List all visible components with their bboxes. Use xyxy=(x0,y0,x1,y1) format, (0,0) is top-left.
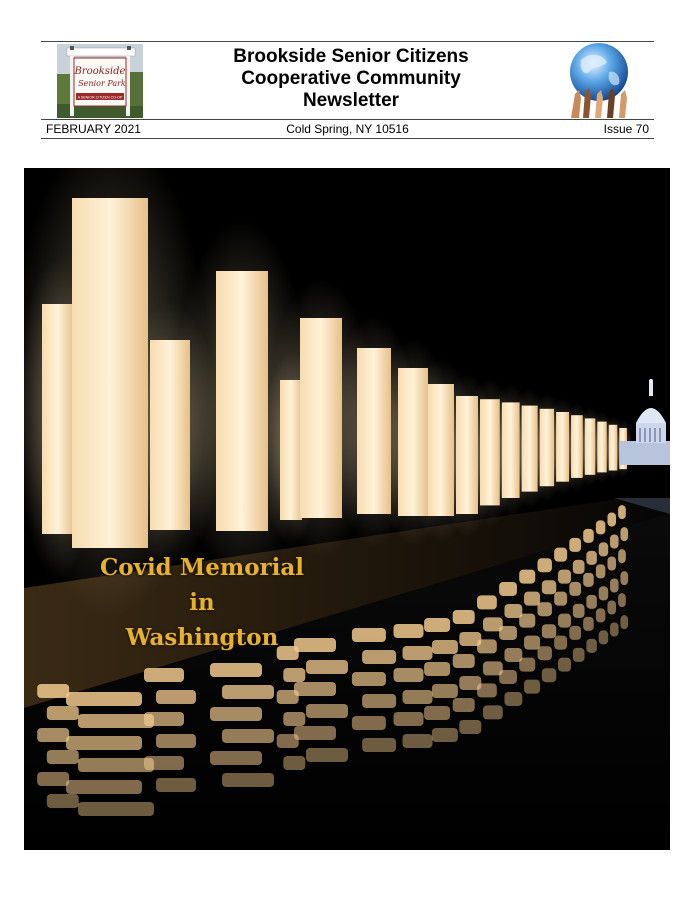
pillar-reflection xyxy=(524,680,540,694)
pillar-reflection xyxy=(394,624,424,638)
pillar-reflection xyxy=(453,654,475,668)
pillar-reflection xyxy=(47,750,79,764)
pillar-reflection xyxy=(283,668,305,682)
light-pillar xyxy=(398,368,428,516)
pillar-reflection xyxy=(403,646,433,660)
pillar-reflection xyxy=(610,579,619,593)
light-pillar xyxy=(42,304,74,534)
pillar-reflection xyxy=(499,626,517,640)
light-pillar xyxy=(216,271,268,531)
title-line-1: Brookside Senior Citizens xyxy=(233,46,469,67)
pillar-reflection xyxy=(432,684,458,698)
pillar-reflection xyxy=(610,535,619,549)
light-pillar xyxy=(456,396,478,514)
pillar-reflection xyxy=(524,636,540,650)
pillar-reflection xyxy=(403,690,433,704)
cover-photo xyxy=(24,168,670,850)
light-pillar xyxy=(357,348,391,514)
sign-subtext: A SENIOR CITIZEN CO-OP xyxy=(77,95,123,100)
pillar-reflection xyxy=(542,668,556,682)
covid-memorial-photo xyxy=(24,168,670,850)
pillar-reflection xyxy=(37,772,69,786)
pillar-reflection xyxy=(78,802,154,816)
pillar-reflection xyxy=(477,639,497,653)
pillar-reflection xyxy=(586,551,597,565)
pillar-reflection xyxy=(283,756,305,770)
pillar-reflection xyxy=(459,720,481,734)
pillar-reflection xyxy=(499,582,517,596)
pillar-reflection xyxy=(477,683,497,697)
pillar-reflection xyxy=(519,570,535,584)
pillar-reflection xyxy=(537,646,551,660)
pillar-reflection xyxy=(596,608,605,622)
pillar-reflection xyxy=(554,548,567,562)
caption-line-3: Washington xyxy=(125,624,279,651)
light-pillar xyxy=(280,380,302,520)
pillar-reflection xyxy=(47,706,79,720)
pillar-reflection xyxy=(618,549,626,563)
pillar-reflection xyxy=(453,610,475,624)
cover-caption xyxy=(84,550,320,655)
light-pillar xyxy=(72,198,148,548)
pillar-reflection xyxy=(558,570,571,584)
pillar-reflection xyxy=(596,520,605,534)
pillar-reflection xyxy=(607,601,616,615)
light-pillar xyxy=(522,406,538,492)
light-pillar xyxy=(480,399,500,505)
pillar-reflection xyxy=(66,692,142,706)
pillar-reflection xyxy=(222,773,274,787)
pillar-reflection xyxy=(596,564,605,578)
pillar-reflection xyxy=(66,736,142,750)
pillar-reflection xyxy=(47,794,79,808)
pillar-reflection xyxy=(352,672,386,686)
pillar-reflection xyxy=(499,670,517,684)
pillar-reflection xyxy=(620,527,628,541)
light-pillar xyxy=(150,340,190,530)
pillar-reflection xyxy=(362,694,396,708)
pillar-reflection xyxy=(558,614,571,628)
pillar-reflection xyxy=(362,738,396,752)
pillar-reflection xyxy=(573,648,585,662)
pillar-reflection xyxy=(477,595,497,609)
pillar-reflection xyxy=(144,668,184,682)
pillar-reflection xyxy=(542,624,556,638)
light-pillar xyxy=(502,402,520,498)
pillar-reflection xyxy=(362,650,396,664)
pillar-reflection xyxy=(156,778,196,792)
pillar-reflection xyxy=(599,542,608,556)
pillar-reflection xyxy=(424,618,450,632)
pillar-reflection xyxy=(618,593,626,607)
pillar-reflection xyxy=(537,558,551,572)
globe-hands-logo xyxy=(559,42,639,118)
pillar-reflection xyxy=(504,692,522,706)
pillar-reflection xyxy=(524,592,540,606)
pillar-reflection xyxy=(599,586,608,600)
pillar-reflection xyxy=(210,663,262,677)
pillar-reflection xyxy=(537,602,551,616)
pillar-reflection xyxy=(294,682,336,696)
pillar-reflection xyxy=(586,595,597,609)
caption-line-1: Covid Memorial xyxy=(99,554,305,581)
pillar-reflection xyxy=(569,626,581,640)
pillar-reflection xyxy=(519,614,535,628)
pillar-reflection xyxy=(352,716,386,730)
pillar-reflection xyxy=(156,734,196,748)
light-pillar xyxy=(300,318,342,518)
light-pillar xyxy=(556,412,569,482)
issue-number: Issue 70 xyxy=(603,122,649,136)
pillar-reflection xyxy=(210,707,262,721)
pillar-reflection xyxy=(519,658,535,672)
pillar-reflection xyxy=(583,529,594,543)
pillar-reflection xyxy=(599,630,608,644)
masthead-middle-rule xyxy=(41,119,654,120)
pillar-reflection xyxy=(607,557,616,571)
pillar-reflection xyxy=(222,685,274,699)
caption-line-2: in xyxy=(189,589,215,616)
brookside-sign-logo xyxy=(57,44,143,118)
pillar-reflection xyxy=(66,780,142,794)
pillar-reflection xyxy=(554,592,567,606)
pillar-reflection xyxy=(483,705,503,719)
pillar-reflection xyxy=(573,604,585,618)
light-pillar xyxy=(597,422,606,473)
pillar-reflection xyxy=(607,513,616,527)
pillar-reflection xyxy=(620,571,628,585)
pillar-reflection xyxy=(586,639,597,653)
pillar-reflection xyxy=(144,756,184,770)
sign-text-line-2: Senior Park xyxy=(78,79,126,88)
pillar-reflection xyxy=(618,505,626,519)
title-line-2: Cooperative Community xyxy=(241,68,461,89)
pillar-reflection xyxy=(144,712,184,726)
pillar-reflection xyxy=(394,668,424,682)
pillar-reflection xyxy=(306,748,348,762)
light-pillar xyxy=(571,415,583,478)
pillar-reflection xyxy=(156,690,196,704)
pillar-reflection xyxy=(569,582,581,596)
pillar-reflection xyxy=(424,662,450,676)
pillar-reflection xyxy=(542,580,556,594)
pillar-reflection xyxy=(283,712,305,726)
pillar-reflection xyxy=(294,726,336,740)
pillar-reflection xyxy=(78,714,154,728)
pillar-reflection xyxy=(620,615,628,629)
pillar-reflection xyxy=(432,728,458,742)
pillar-reflection xyxy=(222,729,274,743)
newsletter-title xyxy=(161,46,541,112)
pillar-reflection xyxy=(583,617,594,631)
newsletter-masthead xyxy=(41,41,654,139)
pillar-reflection xyxy=(583,573,594,587)
pillar-reflection xyxy=(403,734,433,748)
issue-location: Cold Spring, NY 10516 xyxy=(286,122,409,136)
title-line-3: Newsletter xyxy=(302,90,400,111)
masthead-bottom-rule xyxy=(41,138,654,139)
pillar-reflection xyxy=(610,623,619,637)
pillar-reflection xyxy=(453,698,475,712)
pillar-reflection xyxy=(424,706,450,720)
light-pillar xyxy=(585,418,596,474)
pillar-reflection xyxy=(554,636,567,650)
light-pillar xyxy=(428,384,454,516)
pillar-reflection xyxy=(558,658,571,672)
light-pillar xyxy=(540,409,554,486)
pillar-reflection xyxy=(394,712,424,726)
pillar-reflection xyxy=(78,758,154,772)
pillar-reflection xyxy=(306,660,348,674)
sign-text-line-1: Brookside xyxy=(74,66,126,77)
light-pillar xyxy=(609,425,618,471)
issue-date: FEBRUARY 2021 xyxy=(46,122,141,136)
pillar-reflection xyxy=(210,751,262,765)
pillar-reflection xyxy=(569,538,581,552)
pillar-reflection xyxy=(432,640,458,654)
pillar-reflection xyxy=(37,728,69,742)
pillar-reflection xyxy=(306,704,348,718)
pillar-reflection xyxy=(37,684,69,698)
pillar-reflection xyxy=(352,628,386,642)
pillar-reflection xyxy=(573,560,585,574)
